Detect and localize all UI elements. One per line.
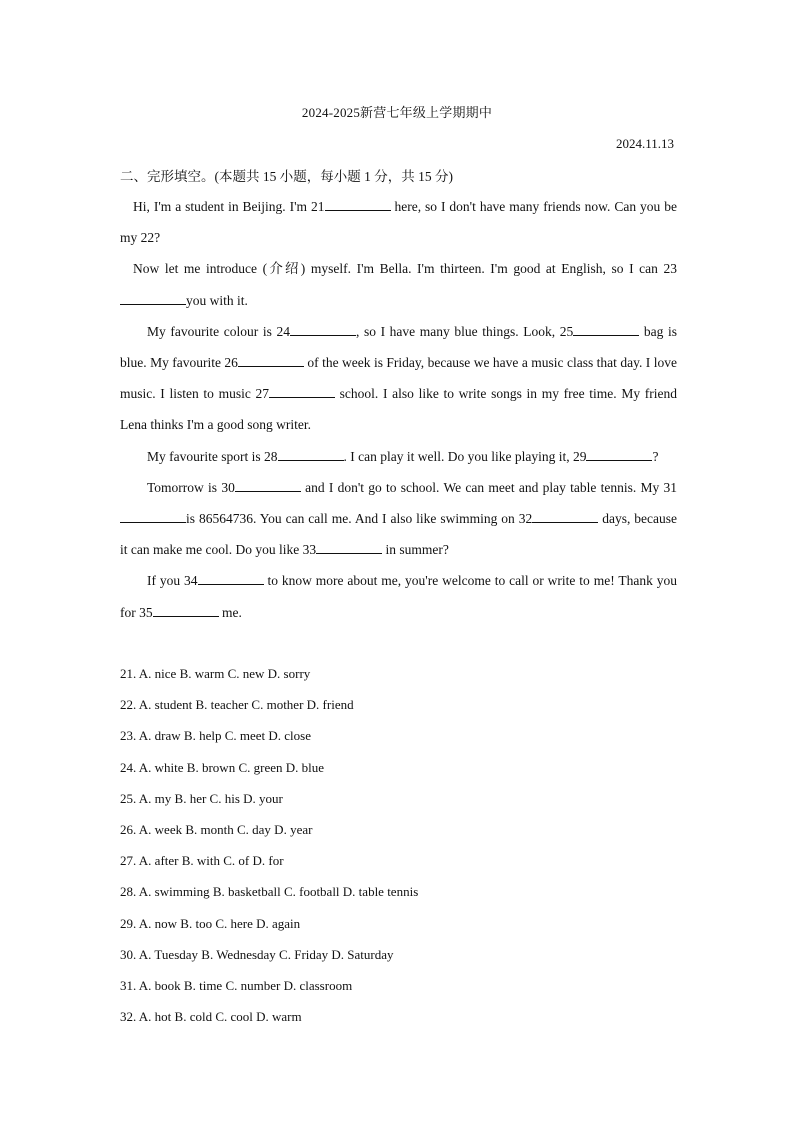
question-option: 22. A. student B. teacher C. mother D. friend	[120, 697, 354, 713]
question-option: 25. A. my B. her C. his D. your	[120, 790, 283, 806]
passage-paragraph	[120, 316, 677, 441]
answer-blank	[153, 602, 219, 617]
answer-blank	[120, 508, 186, 523]
section-heading: 二、完形填空。(本题共 15 小题，每小题 1 分，共 15 分)	[120, 169, 453, 184]
passage-paragraph	[120, 191, 677, 253]
answer-blank	[573, 321, 639, 336]
passage-paragraph	[120, 253, 677, 315]
answer-blank	[198, 570, 264, 585]
passage-text: , so I have many blue things. Look, 25	[355, 323, 574, 339]
question-option: 29. A. now B. too C. here D. again	[120, 915, 301, 931]
passage-text: in summer?	[382, 542, 449, 558]
passage-text: me.	[218, 604, 242, 620]
passage-paragraph	[120, 565, 677, 627]
passage-text: If you 34	[147, 573, 198, 589]
passage-text: school. I also like to write songs in my free time. My friend Lena thinks I'm a good song writer.	[120, 386, 677, 433]
question-option: 27. A. after B. with C. of D. for	[120, 853, 284, 869]
question-option: 28. A. swimming B. basketball C. football D. table tennis	[120, 884, 419, 900]
passage-text: Hi, I'm a student in Beijing. I'm 21	[133, 199, 325, 214]
answer-options-list	[120, 658, 418, 1032]
passage-text: to know more about me, you're welcome to call or write to me! Thank you for 35	[120, 573, 677, 620]
answer-blank	[316, 539, 382, 554]
passage-text: Now let me introduce (介绍) myself. I'm Bella. I'm thirteen. I'm good at English, so I can 23	[133, 261, 677, 277]
passage-text: ?	[652, 448, 659, 464]
answer-blank	[290, 321, 356, 336]
answer-blank	[120, 290, 186, 305]
passage-text: . I can play it well. Do you like playing it, 29	[343, 448, 587, 464]
answer-blank	[269, 383, 335, 398]
question-option: 23. A. draw B. help C. meet D. close	[120, 728, 311, 744]
passage-text: days, because it can make me cool. Do you like 33	[120, 511, 678, 558]
question-option: 21. A. nice B. warm C. new D. sorry	[120, 666, 311, 681]
answer-blank	[278, 446, 344, 461]
question-option: 31. A. book B. time C. number D. classroom	[120, 977, 353, 993]
passage-text: here, so I don't have many friends now. Can you be my 22?	[120, 199, 677, 246]
question-option: 26. A. week B. month C. day D. year	[120, 821, 313, 837]
passage-text: you with it.	[186, 292, 248, 308]
passage-paragraph	[120, 441, 677, 472]
question-option: 32. A. hot B. cold C. cool D. warm	[120, 1009, 302, 1025]
exam-date: 2024.11.13	[615, 136, 674, 151]
question-option: 24. A. white B. brown C. green D. blue	[120, 759, 325, 775]
answer-blank	[532, 508, 598, 523]
question-option: 30. A. Tuesday B. Wednesday C. Friday D. Saturday	[120, 946, 394, 962]
cloze-passage	[120, 191, 677, 628]
passage-text: My favourite sport is 28	[147, 448, 278, 464]
passage-text: and I don't go to school. We can meet and play table tennis. My 31	[300, 479, 677, 495]
answer-blank	[235, 477, 301, 492]
passage-text: Tomorrow is 30	[147, 479, 235, 495]
passage-text: of the week is Friday, because we have a music class that day. I love music. I listen to music 27	[120, 355, 677, 402]
passage-paragraph	[120, 472, 677, 566]
passage-text: My favourite colour is 24	[147, 323, 290, 339]
answer-blank	[238, 352, 304, 367]
answer-blank	[325, 196, 391, 211]
passage-text: bag is blue. My favourite 26	[120, 323, 677, 371]
answer-blank	[586, 446, 652, 461]
passage-text: is 86564736. You can call me. And I also like swimming on 32	[186, 511, 533, 527]
exam-title: 2024-2025新营七年级上学期期中	[301, 105, 493, 120]
